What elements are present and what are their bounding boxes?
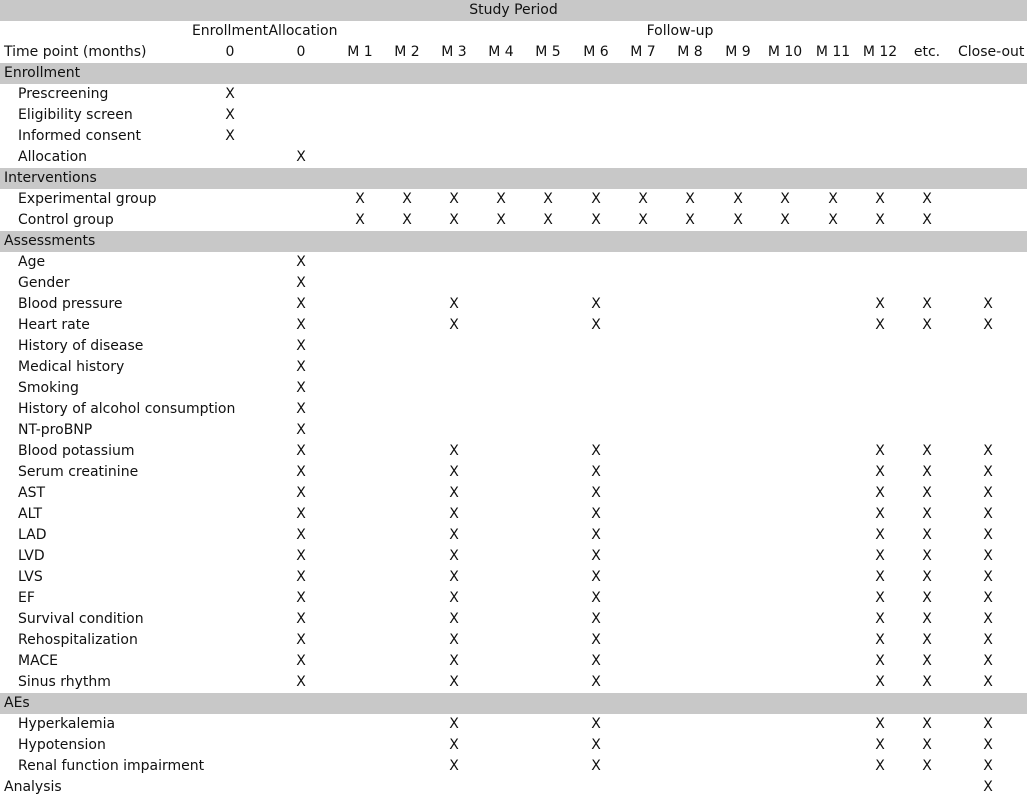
mark-cell: X: [922, 569, 932, 585]
mark-cell: X: [543, 191, 553, 207]
enrollment-header: Enrollment: [191, 23, 269, 39]
mark-cell: X: [449, 653, 459, 669]
table-row: [0, 147, 1027, 168]
mark-cell: X: [296, 527, 306, 543]
mark-cell: X: [983, 611, 993, 627]
row-label: Eligibility screen: [18, 107, 133, 123]
table-row: [0, 294, 1027, 315]
time-point-cell: 0: [225, 44, 235, 60]
mark-cell: X: [449, 674, 459, 690]
mark-cell: X: [875, 296, 885, 312]
mark-cell: X: [296, 443, 306, 459]
mark-cell: X: [828, 191, 838, 207]
mark-cell: X: [496, 212, 506, 228]
table-row: [0, 609, 1027, 630]
mark-cell: X: [922, 548, 932, 564]
mark-cell: X: [449, 758, 459, 774]
row-label: Heart rate: [18, 317, 90, 333]
mark-cell: X: [296, 653, 306, 669]
table-row: [0, 504, 1027, 525]
table-row: [0, 483, 1027, 504]
mark-cell: X: [983, 716, 993, 732]
mark-cell: X: [875, 737, 885, 753]
mark-cell: X: [591, 674, 601, 690]
table-row: [0, 735, 1027, 756]
mark-cell: X: [591, 485, 601, 501]
section-row: [0, 693, 1027, 714]
table-row: [0, 273, 1027, 294]
follow-up-header: Follow-up: [646, 23, 714, 39]
table-row: [0, 336, 1027, 357]
row-label: Medical history: [18, 359, 125, 375]
mark-cell: X: [591, 653, 601, 669]
mark-cell: X: [875, 632, 885, 648]
mark-cell: X: [296, 380, 306, 396]
table-row: [0, 105, 1027, 126]
table-row: [0, 315, 1027, 336]
mark-cell: X: [638, 191, 648, 207]
row-label: History of alcohol consumption: [18, 401, 236, 417]
mark-cell: X: [225, 107, 235, 123]
mark-cell: X: [983, 737, 993, 753]
mark-cell: X: [591, 527, 601, 543]
mark-cell: X: [875, 191, 885, 207]
mark-cell: X: [591, 191, 601, 207]
mark-cell: X: [449, 548, 459, 564]
time-point-cell: M 10: [767, 44, 803, 60]
row-label: Rehospitalization: [18, 632, 138, 648]
row-label: Informed consent: [18, 128, 141, 144]
mark-cell: X: [591, 590, 601, 606]
mark-cell: X: [983, 443, 993, 459]
mark-cell: X: [296, 611, 306, 627]
mark-cell: X: [875, 506, 885, 522]
mark-cell: X: [449, 527, 459, 543]
mark-cell: X: [543, 212, 553, 228]
time-point-cell: etc.: [913, 44, 941, 60]
mark-cell: X: [296, 359, 306, 375]
mark-cell: X: [638, 212, 648, 228]
mark-cell: X: [296, 506, 306, 522]
mark-cell: X: [449, 716, 459, 732]
mark-cell: X: [449, 443, 459, 459]
mark-cell: X: [922, 632, 932, 648]
mark-cell: X: [449, 464, 459, 480]
mark-cell: X: [685, 191, 695, 207]
mark-cell: X: [296, 254, 306, 270]
mark-cell: X: [922, 674, 932, 690]
row-label: Serum creatinine: [18, 464, 139, 480]
mark-cell: X: [733, 212, 743, 228]
mark-cell: X: [875, 464, 885, 480]
table-row: [0, 714, 1027, 735]
mark-cell: X: [875, 611, 885, 627]
table-row: [0, 399, 1027, 420]
mark-cell: X: [875, 569, 885, 585]
table-row: [0, 252, 1027, 273]
table-row: [0, 546, 1027, 567]
row-label: Survival condition: [18, 611, 144, 627]
mark-cell: X: [922, 296, 932, 312]
mark-cell: X: [922, 317, 932, 333]
mark-cell: X: [296, 632, 306, 648]
mark-cell: X: [449, 317, 459, 333]
mark-cell: X: [922, 443, 932, 459]
row-label: Blood potassium: [18, 443, 135, 459]
row-label: Allocation: [18, 149, 88, 165]
time-point-cell: M 1: [347, 44, 373, 60]
mark-cell: X: [449, 611, 459, 627]
mark-cell: X: [875, 443, 885, 459]
mark-cell: X: [296, 275, 306, 291]
table-row: [0, 210, 1027, 231]
mark-cell: X: [922, 464, 932, 480]
mark-cell: X: [355, 191, 365, 207]
row-label: AST: [18, 485, 46, 501]
mark-cell: X: [875, 548, 885, 564]
table-row: [0, 441, 1027, 462]
mark-cell: X: [983, 674, 993, 690]
allocation-header: Allocation: [268, 23, 338, 39]
mark-cell: X: [591, 443, 601, 459]
mark-cell: X: [296, 149, 306, 165]
row-label: Smoking: [18, 380, 79, 396]
table-row: [0, 651, 1027, 672]
table-row: [0, 567, 1027, 588]
time-point-cell: M 11: [815, 44, 851, 60]
table-row: [0, 126, 1027, 147]
mark-cell: X: [591, 737, 601, 753]
mark-cell: X: [983, 506, 993, 522]
mark-cell: X: [449, 485, 459, 501]
row-label: LAD: [18, 527, 47, 543]
mark-cell: X: [591, 548, 601, 564]
mark-cell: X: [922, 212, 932, 228]
mark-cell: X: [591, 758, 601, 774]
row-label: Blood pressure: [18, 296, 123, 312]
section-row: [0, 168, 1027, 189]
time-point-cell: Close-out: [958, 44, 1025, 60]
table-row: [0, 672, 1027, 693]
time-point-cell: M 5: [535, 44, 561, 60]
mark-cell: X: [875, 527, 885, 543]
mark-cell: X: [449, 632, 459, 648]
mark-cell: X: [828, 212, 838, 228]
table-row: [0, 462, 1027, 483]
mark-cell: X: [591, 317, 601, 333]
mark-cell: X: [983, 779, 993, 795]
time-point-label: Time point (months): [4, 44, 147, 60]
row-label: MACE: [18, 653, 59, 669]
table-row: [0, 630, 1027, 651]
mark-cell: X: [875, 485, 885, 501]
mark-cell: X: [983, 464, 993, 480]
section-label: Enrollment: [4, 65, 81, 81]
mark-cell: X: [983, 653, 993, 669]
mark-cell: X: [296, 569, 306, 585]
table-row: [0, 756, 1027, 777]
time-point-cell: M 7: [630, 44, 656, 60]
mark-cell: X: [780, 212, 790, 228]
table-row: [0, 84, 1027, 105]
mark-cell: X: [449, 191, 459, 207]
mark-cell: X: [983, 527, 993, 543]
mark-cell: X: [591, 632, 601, 648]
time-point-cell: M 12: [862, 44, 898, 60]
mark-cell: X: [296, 338, 306, 354]
time-point-cell: M 8: [677, 44, 703, 60]
section-label: AEs: [4, 695, 30, 711]
mark-cell: X: [875, 653, 885, 669]
mark-cell: X: [355, 212, 365, 228]
mark-cell: X: [296, 464, 306, 480]
time-point-cell: M 2: [394, 44, 420, 60]
mark-cell: X: [449, 569, 459, 585]
mark-cell: X: [983, 548, 993, 564]
mark-cell: X: [922, 716, 932, 732]
row-label: Prescreening: [18, 86, 109, 102]
row-label: Renal function impairment: [18, 758, 205, 774]
mark-cell: X: [225, 128, 235, 144]
table-row: [0, 588, 1027, 609]
mark-cell: X: [225, 86, 235, 102]
mark-cell: X: [922, 653, 932, 669]
mark-cell: X: [922, 527, 932, 543]
mark-cell: X: [296, 296, 306, 312]
mark-cell: X: [983, 590, 993, 606]
section-label: Interventions: [4, 170, 97, 186]
section-label: Assessments: [4, 233, 96, 249]
mark-cell: X: [983, 632, 993, 648]
mark-cell: X: [983, 317, 993, 333]
row-label: Hyperkalemia: [18, 716, 116, 732]
mark-cell: X: [296, 590, 306, 606]
mark-cell: X: [875, 758, 885, 774]
mark-cell: X: [449, 296, 459, 312]
section-row: [0, 231, 1027, 252]
mark-cell: X: [922, 590, 932, 606]
row-label: ALT: [18, 506, 43, 522]
table-row: [0, 357, 1027, 378]
mark-cell: X: [875, 212, 885, 228]
mark-cell: X: [983, 485, 993, 501]
table-row: [0, 189, 1027, 210]
time-point-cell: M 9: [725, 44, 751, 60]
mark-cell: X: [922, 191, 932, 207]
mark-cell: X: [402, 212, 412, 228]
mark-cell: X: [296, 548, 306, 564]
mark-cell: X: [296, 485, 306, 501]
row-label: Gender: [18, 275, 70, 291]
mark-cell: X: [296, 317, 306, 333]
row-label: Hypotension: [18, 737, 106, 753]
mark-cell: X: [922, 758, 932, 774]
mark-cell: X: [780, 191, 790, 207]
table-row: [0, 525, 1027, 546]
study-period-title: Study Period: [469, 2, 558, 18]
mark-cell: X: [875, 590, 885, 606]
mark-cell: X: [591, 212, 601, 228]
mark-cell: X: [875, 317, 885, 333]
row-label: LVD: [18, 548, 45, 564]
time-point-cell: 0: [296, 44, 306, 60]
row-label: Age: [18, 254, 46, 270]
row-label: LVS: [18, 569, 43, 585]
mark-cell: X: [449, 737, 459, 753]
mark-cell: X: [591, 296, 601, 312]
mark-cell: X: [591, 569, 601, 585]
row-label: History of disease: [18, 338, 144, 354]
row-label: Experimental group: [18, 191, 157, 207]
time-point-cell: M 3: [441, 44, 467, 60]
section-row: [0, 63, 1027, 84]
mark-cell: X: [875, 716, 885, 732]
mark-cell: X: [591, 611, 601, 627]
mark-cell: X: [591, 716, 601, 732]
table-row: [0, 378, 1027, 399]
table-row: [0, 420, 1027, 441]
mark-cell: X: [296, 401, 306, 417]
mark-cell: X: [296, 422, 306, 438]
mark-cell: X: [296, 674, 306, 690]
mark-cell: X: [685, 212, 695, 228]
mark-cell: X: [591, 464, 601, 480]
mark-cell: X: [496, 191, 506, 207]
mark-cell: X: [922, 506, 932, 522]
mark-cell: X: [983, 296, 993, 312]
mark-cell: X: [449, 506, 459, 522]
mark-cell: X: [449, 590, 459, 606]
row-label: NT-proBNP: [18, 422, 93, 438]
time-point-cell: M 6: [583, 44, 609, 60]
row-label: Analysis: [4, 779, 62, 795]
row-label: Sinus rhythm: [18, 674, 111, 690]
mark-cell: X: [983, 758, 993, 774]
mark-cell: X: [922, 485, 932, 501]
mark-cell: X: [733, 191, 743, 207]
mark-cell: X: [922, 611, 932, 627]
row-label: Control group: [18, 212, 114, 228]
time-point-cell: M 4: [488, 44, 514, 60]
mark-cell: X: [402, 191, 412, 207]
mark-cell: X: [875, 674, 885, 690]
mark-cell: X: [983, 569, 993, 585]
mark-cell: X: [449, 212, 459, 228]
row-label: EF: [18, 590, 35, 606]
mark-cell: X: [922, 737, 932, 753]
mark-cell: X: [591, 506, 601, 522]
